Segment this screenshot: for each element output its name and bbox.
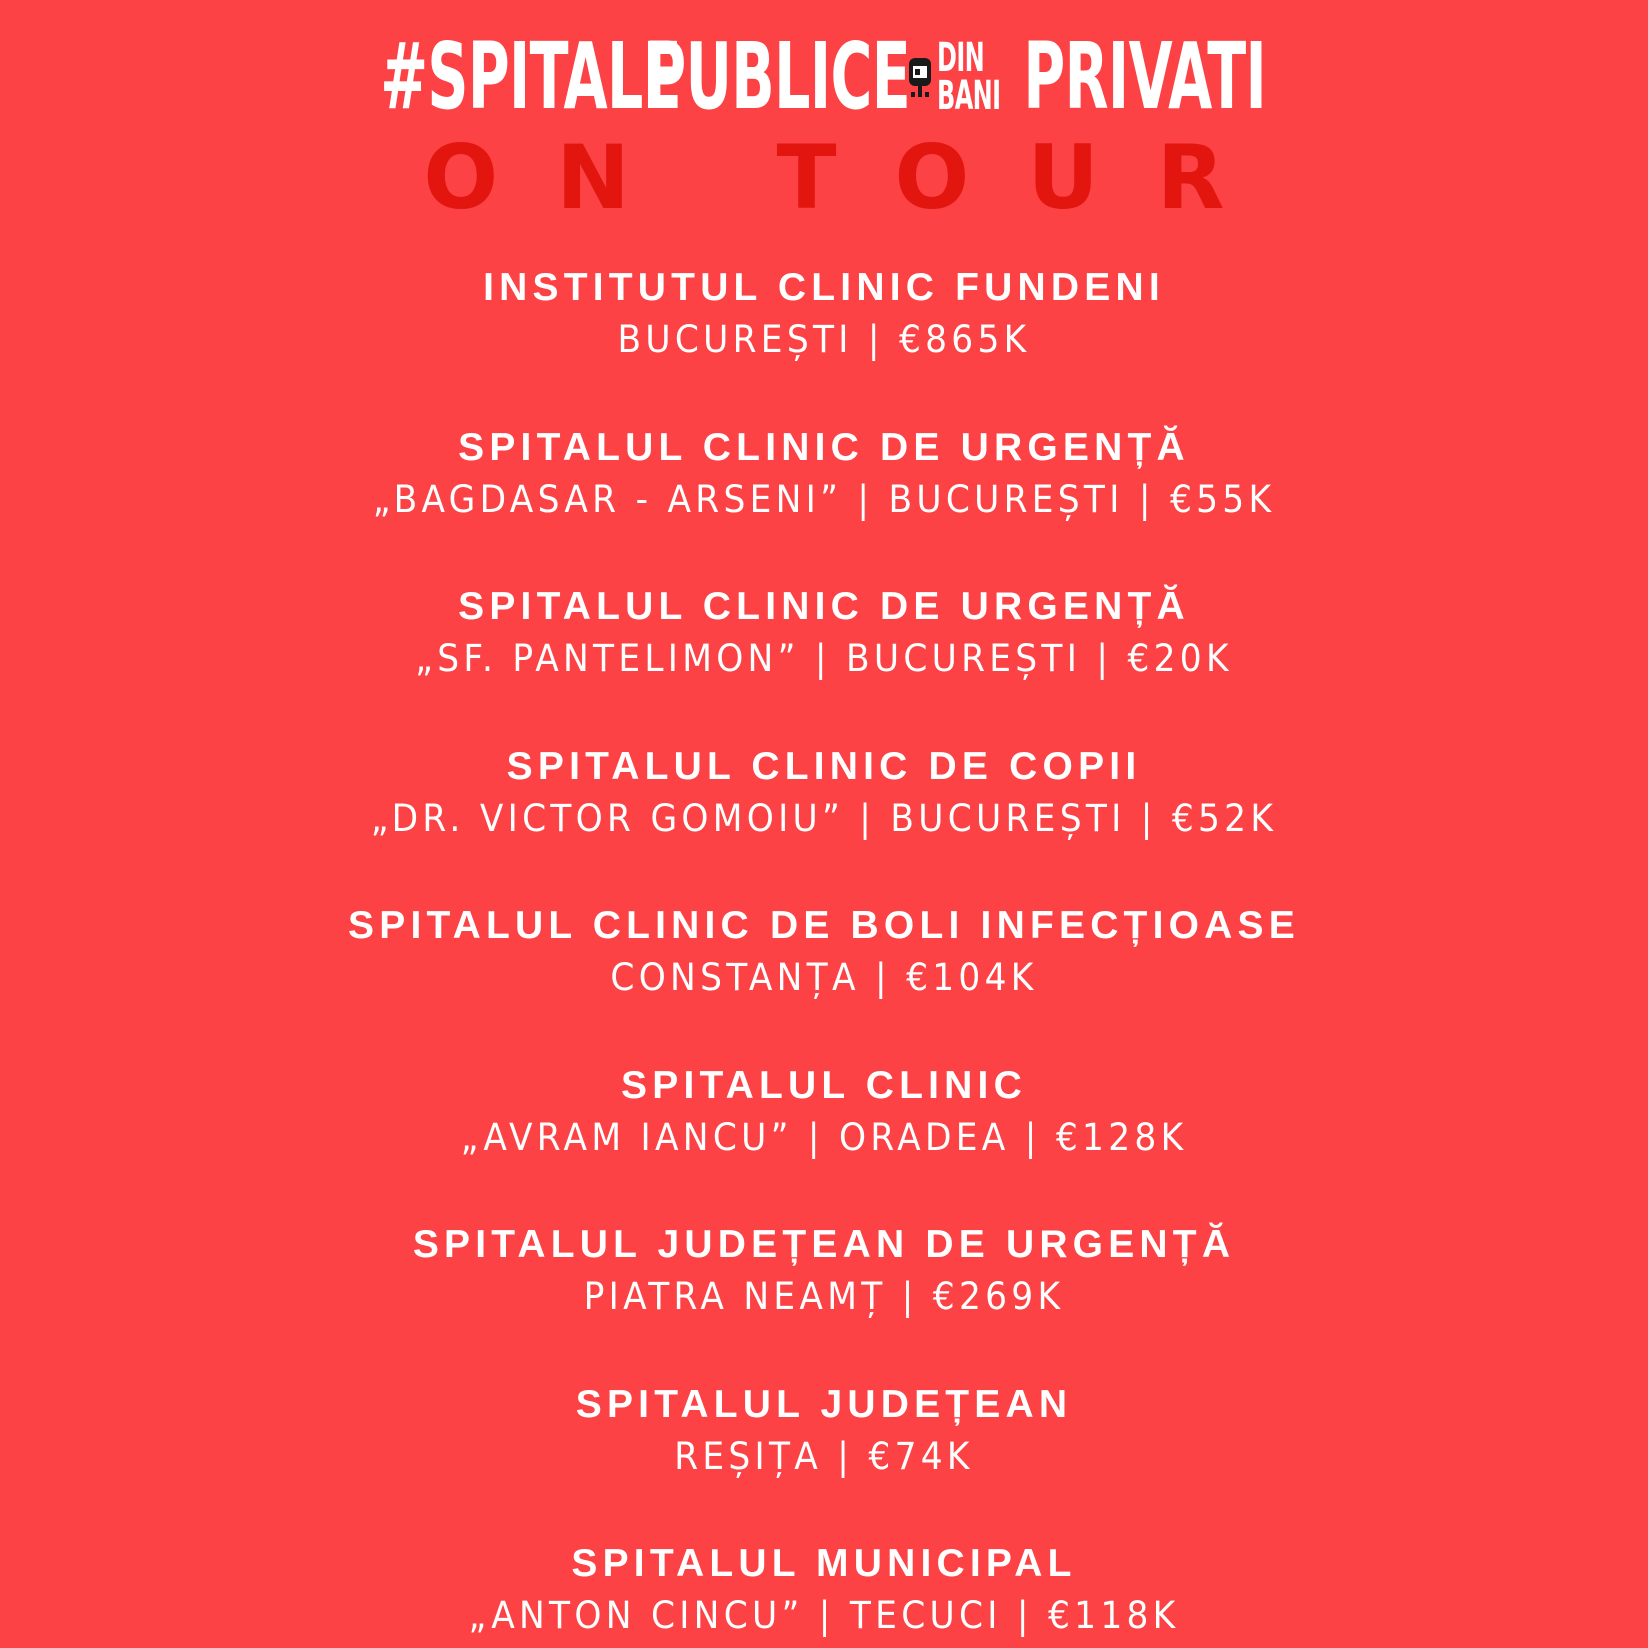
logo-text	[936, 35, 1001, 119]
headline-word-spitale: #SPITALE	[380, 23, 681, 130]
list-item	[0, 581, 1648, 741]
hospital-detail: REȘIȚA | €74K	[674, 1434, 974, 1478]
blood-bag-icon	[907, 56, 933, 98]
list-item	[0, 900, 1648, 1060]
headline	[348, 23, 1300, 130]
logo-line-din: DIN	[936, 35, 984, 81]
list-item	[0, 1379, 1648, 1539]
list-item	[0, 422, 1648, 582]
hospital-detail: „BAGDASAR - ARSENI” | BUCUREȘTI | €55K	[372, 477, 1276, 521]
hospital-detail: BUCUREȘTI | €865K	[617, 318, 1031, 361]
hospital-detail: „SF. PANTELIMON” | BUCUREȘTI | €20K	[415, 637, 1233, 680]
headline-word-publice: PUBLICE	[644, 23, 911, 130]
hospital-detail: CONSTANȚA | €104K	[610, 956, 1038, 999]
hospital-name: SPITALUL JUDEȚEAN	[575, 1382, 1073, 1426]
list-item	[0, 1538, 1648, 1648]
hospital-name: SPITALUL CLINIC	[621, 1063, 1027, 1107]
list-item	[0, 1060, 1648, 1220]
hospital-name: SPITALUL CLINIC DE URGENȚĂ	[458, 585, 1190, 628]
list-item	[0, 741, 1648, 901]
list-item	[0, 1219, 1648, 1379]
hospital-list	[0, 262, 1648, 1648]
on-tour-subtitle: ON TOUR	[423, 126, 1283, 229]
hospital-name: SPITALUL CLINIC DE COPII	[506, 744, 1142, 788]
hospital-name: SPITALUL MUNICIPAL	[571, 1542, 1077, 1585]
list-item	[0, 262, 1648, 422]
hospital-name: SPITALUL CLINIC DE BOLI INFECȚIOASE	[348, 904, 1300, 947]
din-bani-logo	[907, 35, 1001, 119]
hospital-detail: „ANTON CINCU” | TECUCI | €118K	[468, 1594, 1180, 1637]
hospital-name: SPITALUL CLINIC DE URGENȚĂ	[458, 425, 1190, 469]
hospital-name: INSTITUTUL CLINIC FUNDENI	[483, 266, 1165, 309]
hospital-detail: PIATRA NEAMȚ | €269K	[583, 1275, 1065, 1318]
hospital-detail: „AVRAM IANCU” | ORADEA | €128K	[460, 1115, 1188, 1159]
headline-word-privati: PRIVATI	[1023, 23, 1266, 130]
hospital-detail: „DR. VICTOR GOMOIU” | BUCUREȘTI | €52K	[370, 796, 1278, 840]
logo-line-bani: BANI	[936, 73, 1001, 119]
header	[0, 22, 1648, 132]
hospital-name: SPITALUL JUDEȚEAN DE URGENȚĂ	[412, 1223, 1236, 1266]
